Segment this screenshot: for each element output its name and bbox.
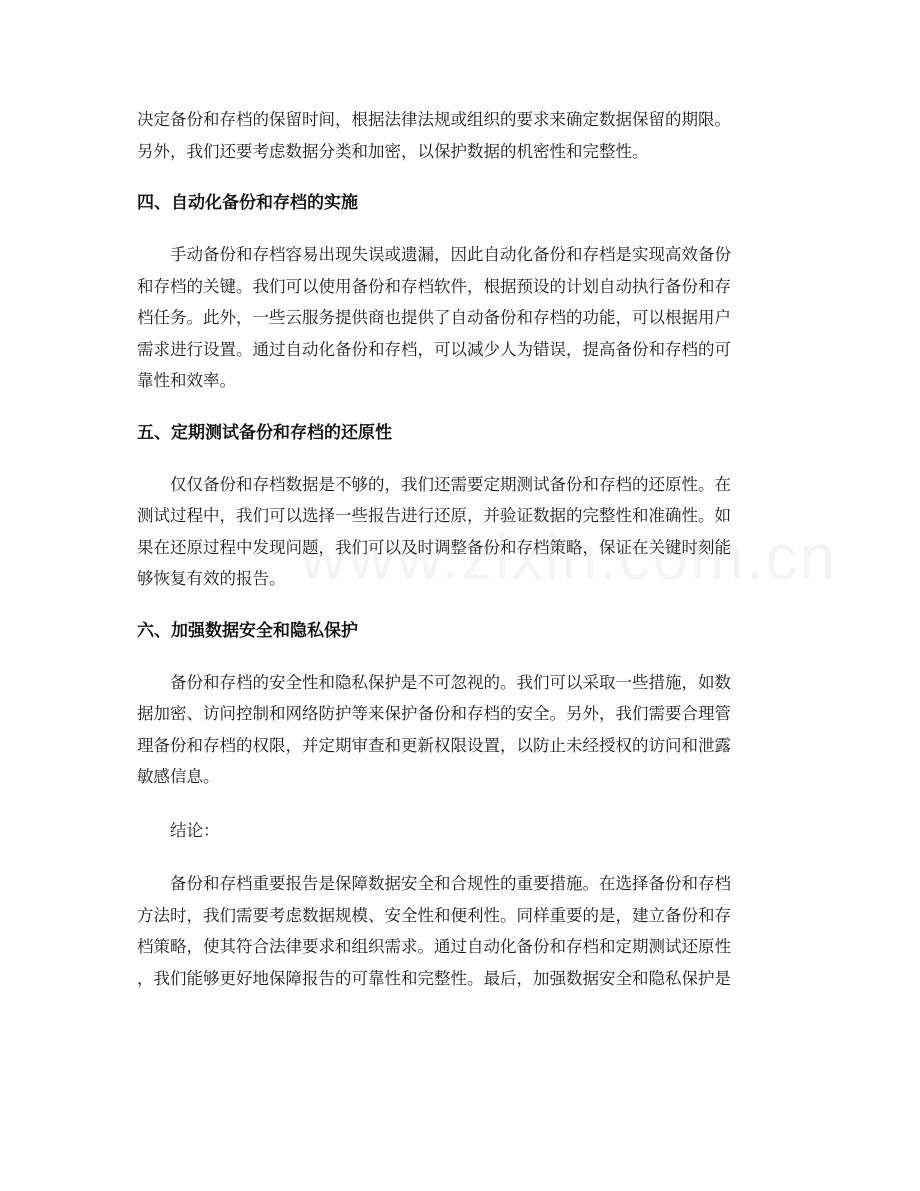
text-line: 另外，我们还要考虑数据分类和加密，以保护数据的机密性和完整性。: [137, 141, 649, 161]
conclusion-label: 结论：: [170, 820, 220, 840]
text-line: 够恢复有效的报告。: [137, 569, 286, 588]
text-line: 靠性和效率。: [137, 371, 236, 390]
section-6-paragraph: [137, 667, 785, 793]
conclusion-paragraph: [137, 868, 785, 994]
text-line: 手动备份和存档容易出现失误或遗漏，因此自动化备份和存档是实现高效备份: [170, 245, 731, 264]
text-line: 敏感信息。: [137, 767, 220, 786]
text-line: 果在还原过程中发现问题，我们可以及时调整备份和存档策略，保证在关键时刻能: [137, 537, 731, 557]
section-heading-5: 五、定期测试备份和存档的还原性: [137, 422, 392, 443]
section-heading-4: 四、自动化备份和存档的实施: [137, 193, 358, 213]
text-line: 需求进行设置。通过自动化备份和存档，可以减少人为错误，提高备份和存档的可: [137, 339, 731, 359]
text-line: 据加密、访问控制和网络防护等来保护备份和存档的安全。另外，我们需要合理管: [137, 704, 731, 723]
text-line: 仅仅备份和存档数据是不够的，我们还需要定期测试备份和存档的还原性。在: [170, 474, 731, 494]
section-heading-6: 六、加强数据安全和隐私保护: [137, 620, 358, 641]
section-5-paragraph: [137, 469, 785, 595]
text-line: 档任务。此外，一些云服务提供商也提供了自动备份和存档的功能，可以根据用户: [137, 308, 731, 327]
text-line: 测试过程中，我们可以选择一些报告进行还原，并验证数据的完整性和准确性。如: [137, 506, 731, 525]
text-line: 备份和存档重要报告是保障数据安全和合规性的重要措施。在选择备份和存档: [170, 874, 731, 893]
intro-paragraph: [137, 104, 785, 167]
text-line: 档策略，使其符合法律要求和组织需求。通过自动化备份和存档和定期测试还原性: [137, 937, 731, 956]
section-4-paragraph: [137, 239, 785, 397]
text-line: 备份和存档的安全性和隐私保护是不可忽视的。我们可以采取一些措施，如数: [170, 672, 731, 692]
text-line: 方法时，我们需要考虑数据规模、安全性和便利性。同样重要的是，建立备份和存: [137, 905, 731, 925]
text-line: 理备份和存档的权限，并定期审查和更新权限设置，以防止未经授权的访问和泄露: [137, 735, 731, 755]
text-line: 和存档的关键。我们可以使用备份和存档软件，根据预设的计划自动执行备份和存: [137, 276, 731, 296]
document-body: [137, 104, 785, 994]
conclusion-label-paragraph: [137, 815, 785, 847]
text-line: 决定备份和存档的保留时间，根据法律法规或组织的要求来确定数据保留的期限。: [137, 110, 731, 129]
text-line: ，我们能够更好地保障报告的可靠性和完整性。最后，加强数据安全和隐私保护是: [137, 968, 731, 988]
